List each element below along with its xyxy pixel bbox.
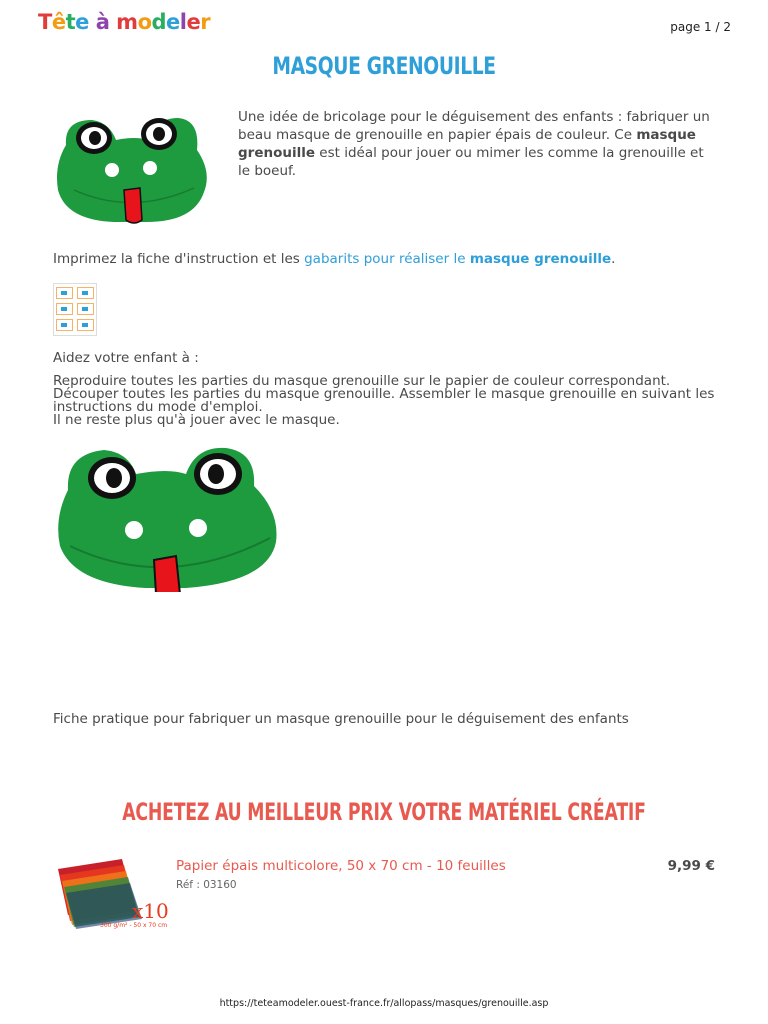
logo-letter: l bbox=[179, 10, 187, 34]
intro-bold: masque grenouille bbox=[238, 127, 696, 161]
logo-letter: e bbox=[166, 10, 180, 34]
templates-link[interactable] bbox=[304, 251, 611, 267]
logo-letter: d bbox=[151, 10, 167, 34]
templates-link-bold: masque grenouille bbox=[469, 251, 612, 267]
logo-letter bbox=[109, 10, 116, 34]
step-item: Reproduire toutes les parties du masque grenouille sur le papier de couleur correspondant. bbox=[53, 373, 671, 389]
logo-letter: e bbox=[186, 10, 201, 34]
intro-text-1: Une idée de bricolage pour le déguisement des enfants : fabriquer un beau masque de grenouille en papier épais de couleur. Ce bbox=[238, 109, 710, 143]
product-name-link[interactable]: Papier épais multicolore, 50 x 70 cm - 10 feuilles bbox=[176, 858, 506, 874]
step-item: Il ne reste plus qu'à jouer avec le masque. bbox=[53, 412, 340, 428]
product-reference: Réf : 03160 bbox=[176, 879, 237, 891]
shop-section-title: ACHETEZ AU MEILLEUR PRIX VOTRE MATÉRIEL CRÉATIF bbox=[122, 798, 646, 826]
template-thumbnail[interactable] bbox=[53, 283, 97, 336]
logo-letter: t bbox=[65, 10, 76, 34]
logo-letter: ê bbox=[51, 10, 66, 34]
print-suffix: . bbox=[611, 251, 616, 267]
print-instructions bbox=[53, 251, 615, 267]
logo-letter bbox=[89, 10, 96, 34]
page-number: page 1 / 2 bbox=[670, 20, 731, 34]
product-quantity-badge: x10 bbox=[132, 899, 169, 923]
logo-letter: à bbox=[95, 10, 110, 34]
steps-list bbox=[53, 375, 733, 427]
help-intro: Aidez votre enfant à : bbox=[53, 350, 199, 366]
templates-link-text: gabarits pour réaliser le bbox=[304, 251, 470, 267]
product-price: 9,99 € bbox=[667, 858, 715, 874]
page-title: MASQUE GRENOUILLE bbox=[272, 52, 496, 80]
image-caption: Fiche pratique pour fabriquer un masque grenouille pour le déguisement des enfants bbox=[53, 711, 629, 727]
logo-letter: r bbox=[200, 10, 211, 34]
frog-mask-small-image bbox=[54, 110, 212, 230]
logo-letter: e bbox=[75, 10, 89, 34]
intro-text-2: est idéal pour jouer ou mimer les comme la grenouille et le boeuf. bbox=[238, 145, 704, 179]
product-image[interactable] bbox=[52, 855, 168, 935]
intro-paragraph bbox=[238, 108, 718, 180]
step-item: Découper toutes les parties du masque grenouille. Assembler le masque grenouille en suivant les instructions du mode d'emploi. bbox=[53, 386, 715, 415]
frog-mask-large-image bbox=[56, 442, 280, 592]
logo-letter: o bbox=[137, 10, 152, 34]
logo-letter: m bbox=[116, 10, 138, 34]
product-spec: 300 g/m² - 50 x 70 cm bbox=[100, 922, 168, 929]
print-prefix: Imprimez la fiche d'instruction et les bbox=[53, 251, 305, 267]
page-url: https://teteamodeler.ouest-france.fr/allopass/masques/grenouille.asp bbox=[219, 998, 549, 1009]
logo-letter: T bbox=[38, 10, 52, 34]
site-logo[interactable] bbox=[38, 10, 210, 34]
